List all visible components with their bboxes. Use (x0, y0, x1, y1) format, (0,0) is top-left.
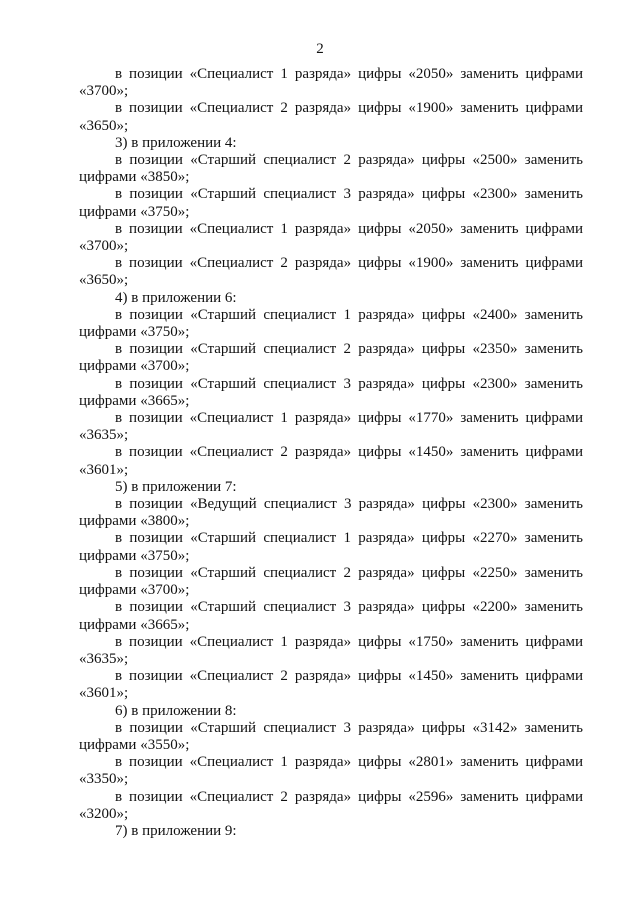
amendment-paragraph: в позиции «Специалист 2 разряда» цифры «2596» заменить цифрами «3200»; (79, 788, 583, 822)
amendment-paragraph: в позиции «Специалист 2 разряда» цифры «1900» заменить цифрами «3650»; (79, 100, 583, 134)
amendment-paragraph: в позиции «Специалист 1 разряда» цифры «1770» заменить цифрами «3635»; (79, 410, 583, 444)
amendment-paragraph: в позиции «Старший специалист 3 разряда» цифры «2200» заменить цифрами «3665»; (79, 599, 583, 633)
amendment-paragraph: в позиции «Старший специалист 3 разряда» цифры «2300» заменить цифрами «3750»; (79, 186, 583, 220)
amendment-paragraph: в позиции «Старший специалист 1 разряда» цифры «2400» заменить цифрами «3750»; (79, 306, 583, 341)
document-body (79, 66, 583, 840)
amendment-paragraph: в позиции «Старший специалист 3 разряда» цифры «2300» заменить цифрами «3665»; (79, 375, 583, 409)
amendment-paragraph: в позиции «Специалист 2 разряда» цифры «1450» заменить цифрами «3601»; (79, 668, 583, 702)
amendment-paragraph: в позиции «Старший специалист 2 разряда» цифры «2250» заменить цифрами «3700»; (79, 564, 583, 599)
amendment-paragraph: в позиции «Старший специалист 2 разряда» цифры «2350» заменить цифрами «3700»; (79, 341, 583, 375)
amendment-paragraph: в позиции «Старший специалист 1 разряда» цифры «2270» заменить цифрами «3750»; (79, 530, 583, 564)
amendment-paragraph: в позиции «Специалист 1 разряда» цифры «2050» заменить цифрами «3700»; (79, 220, 583, 255)
section-heading: 5) в приложении 7: (115, 478, 237, 495)
amendment-paragraph: в позиции «Старший специалист 3 разряда» цифры «3142» заменить цифрами «3550»; (79, 719, 583, 753)
amendment-paragraph: в позиции «Ведущий специалист 3 разряда» цифры «2300» заменить цифрами «3800»; (79, 496, 583, 530)
page-number: 2 (316, 41, 324, 57)
amendment-paragraph: в позиции «Специалист 1 разряда» цифры «2050» заменить цифрами «3700»; (79, 66, 583, 100)
section-heading: 3) в приложении 4: (115, 134, 237, 151)
section-heading: 4) в приложении 6: (115, 289, 237, 306)
amendment-paragraph: в позиции «Специалист 2 разряда» цифры «1900» заменить цифрами «3650»; (79, 255, 583, 289)
amendment-paragraph: в позиции «Старший специалист 2 разряда» цифры «2500» заменить цифрами «3850»; (79, 152, 583, 186)
amendment-paragraph: в позиции «Специалист 1 разряда» цифры «2801» заменить цифрами «3350»; (79, 754, 583, 788)
section-heading: 6) в приложении 8: (115, 702, 237, 719)
amendment-paragraph: в позиции «Специалист 1 разряда» цифры «1750» заменить цифрами «3635»; (79, 633, 583, 667)
section-heading: 7) в приложении 9: (115, 822, 237, 839)
amendment-paragraph: в позиции «Специалист 2 разряда» цифры «1450» заменить цифрами «3601»; (79, 444, 583, 478)
